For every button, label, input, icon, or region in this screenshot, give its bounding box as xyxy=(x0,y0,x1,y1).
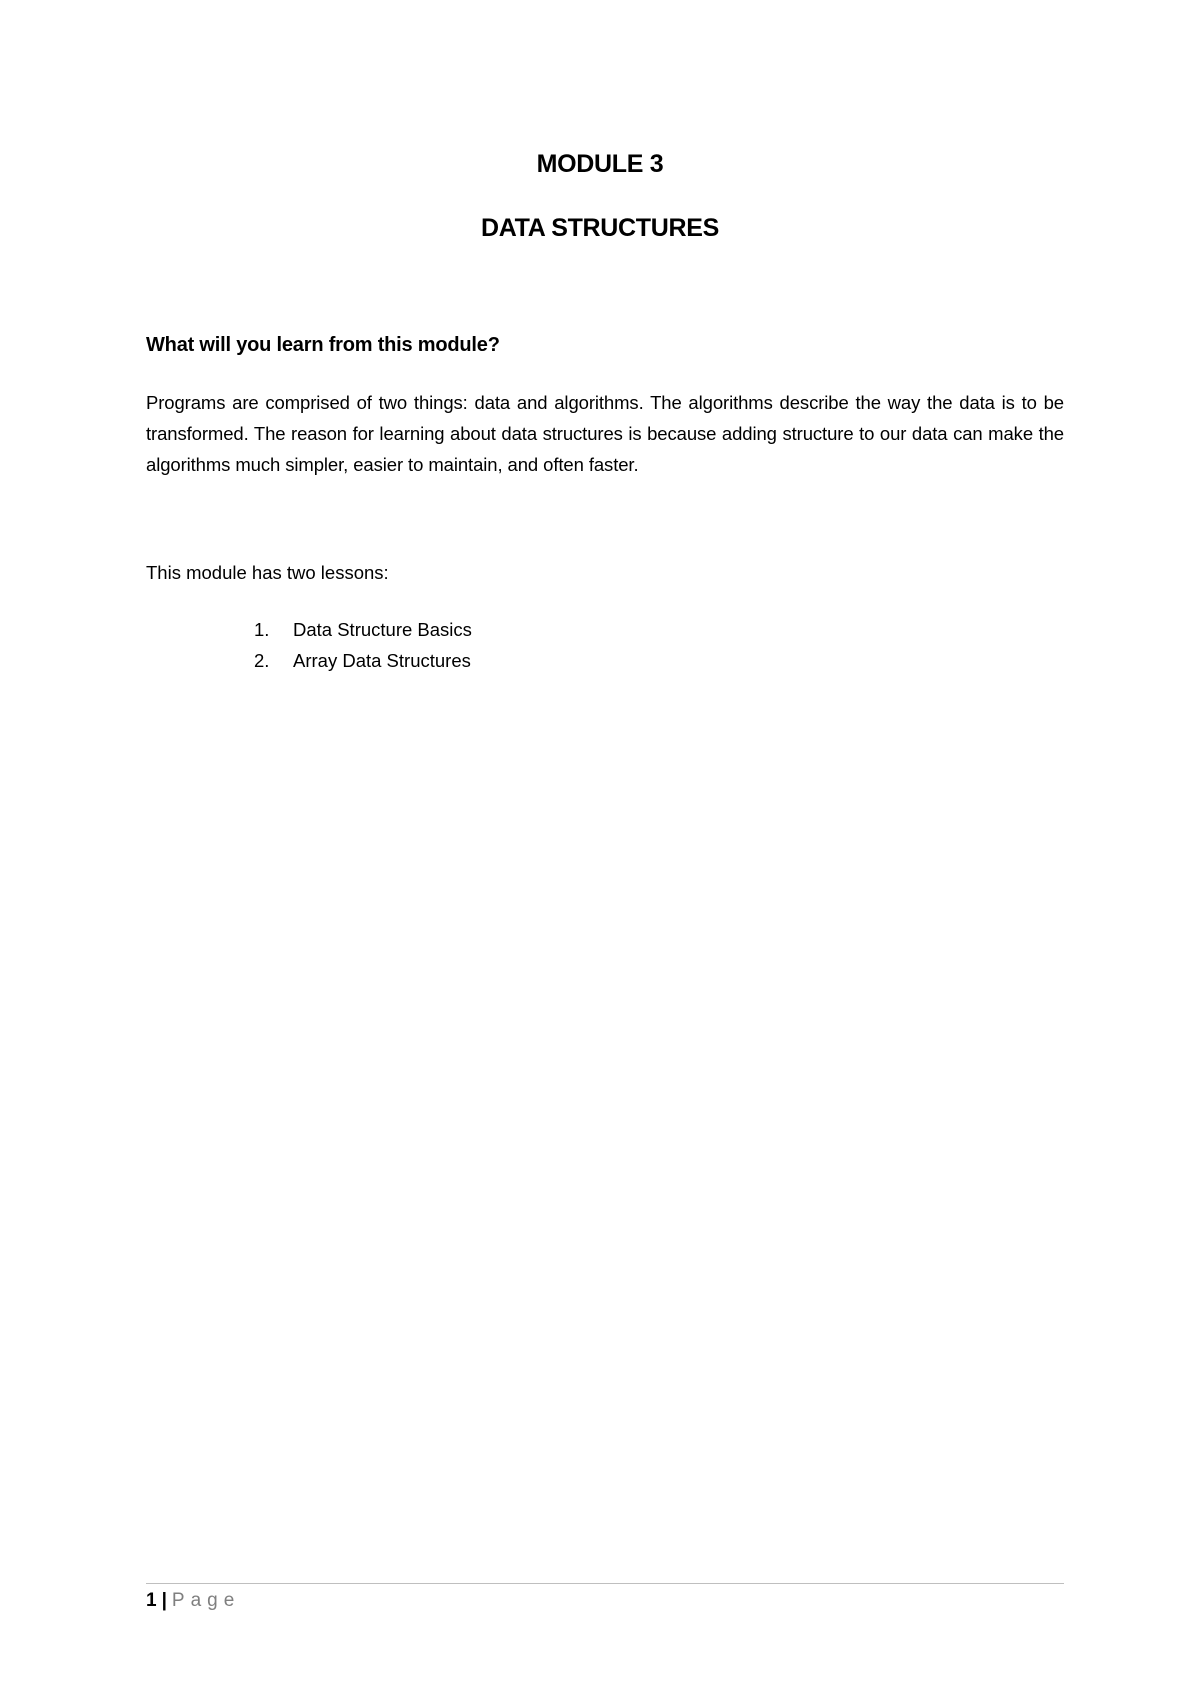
list-item-label: Data Structure Basics xyxy=(293,619,472,640)
subject-title: DATA STRUCTURES xyxy=(480,214,720,242)
lessons-intro: This module has two lessons: xyxy=(146,562,389,583)
footer-separator: | xyxy=(161,1590,167,1611)
module-title: MODULE 3 xyxy=(536,150,664,178)
list-item xyxy=(254,614,472,645)
list-item-number: 1. xyxy=(254,619,270,640)
list-item xyxy=(254,645,472,676)
list-item-number: 2. xyxy=(254,650,270,671)
intro-paragraph: Programs are comprised of two things: data and algorithms. The algorithms describe the way the data is to be transformed. The reason for learning about data structures is because adding structure to our data can make the algorithms much simpler, easier to maintain, and often faster. xyxy=(146,392,1064,475)
section-heading: What will you learn from this module? xyxy=(146,334,500,356)
lessons-list xyxy=(254,614,472,676)
page-number: 1 xyxy=(146,1590,157,1611)
page-label: Page xyxy=(171,1590,241,1611)
list-item-label: Array Data Structures xyxy=(293,650,471,671)
footer-divider xyxy=(146,1583,1064,1584)
page-footer xyxy=(146,1590,240,1612)
